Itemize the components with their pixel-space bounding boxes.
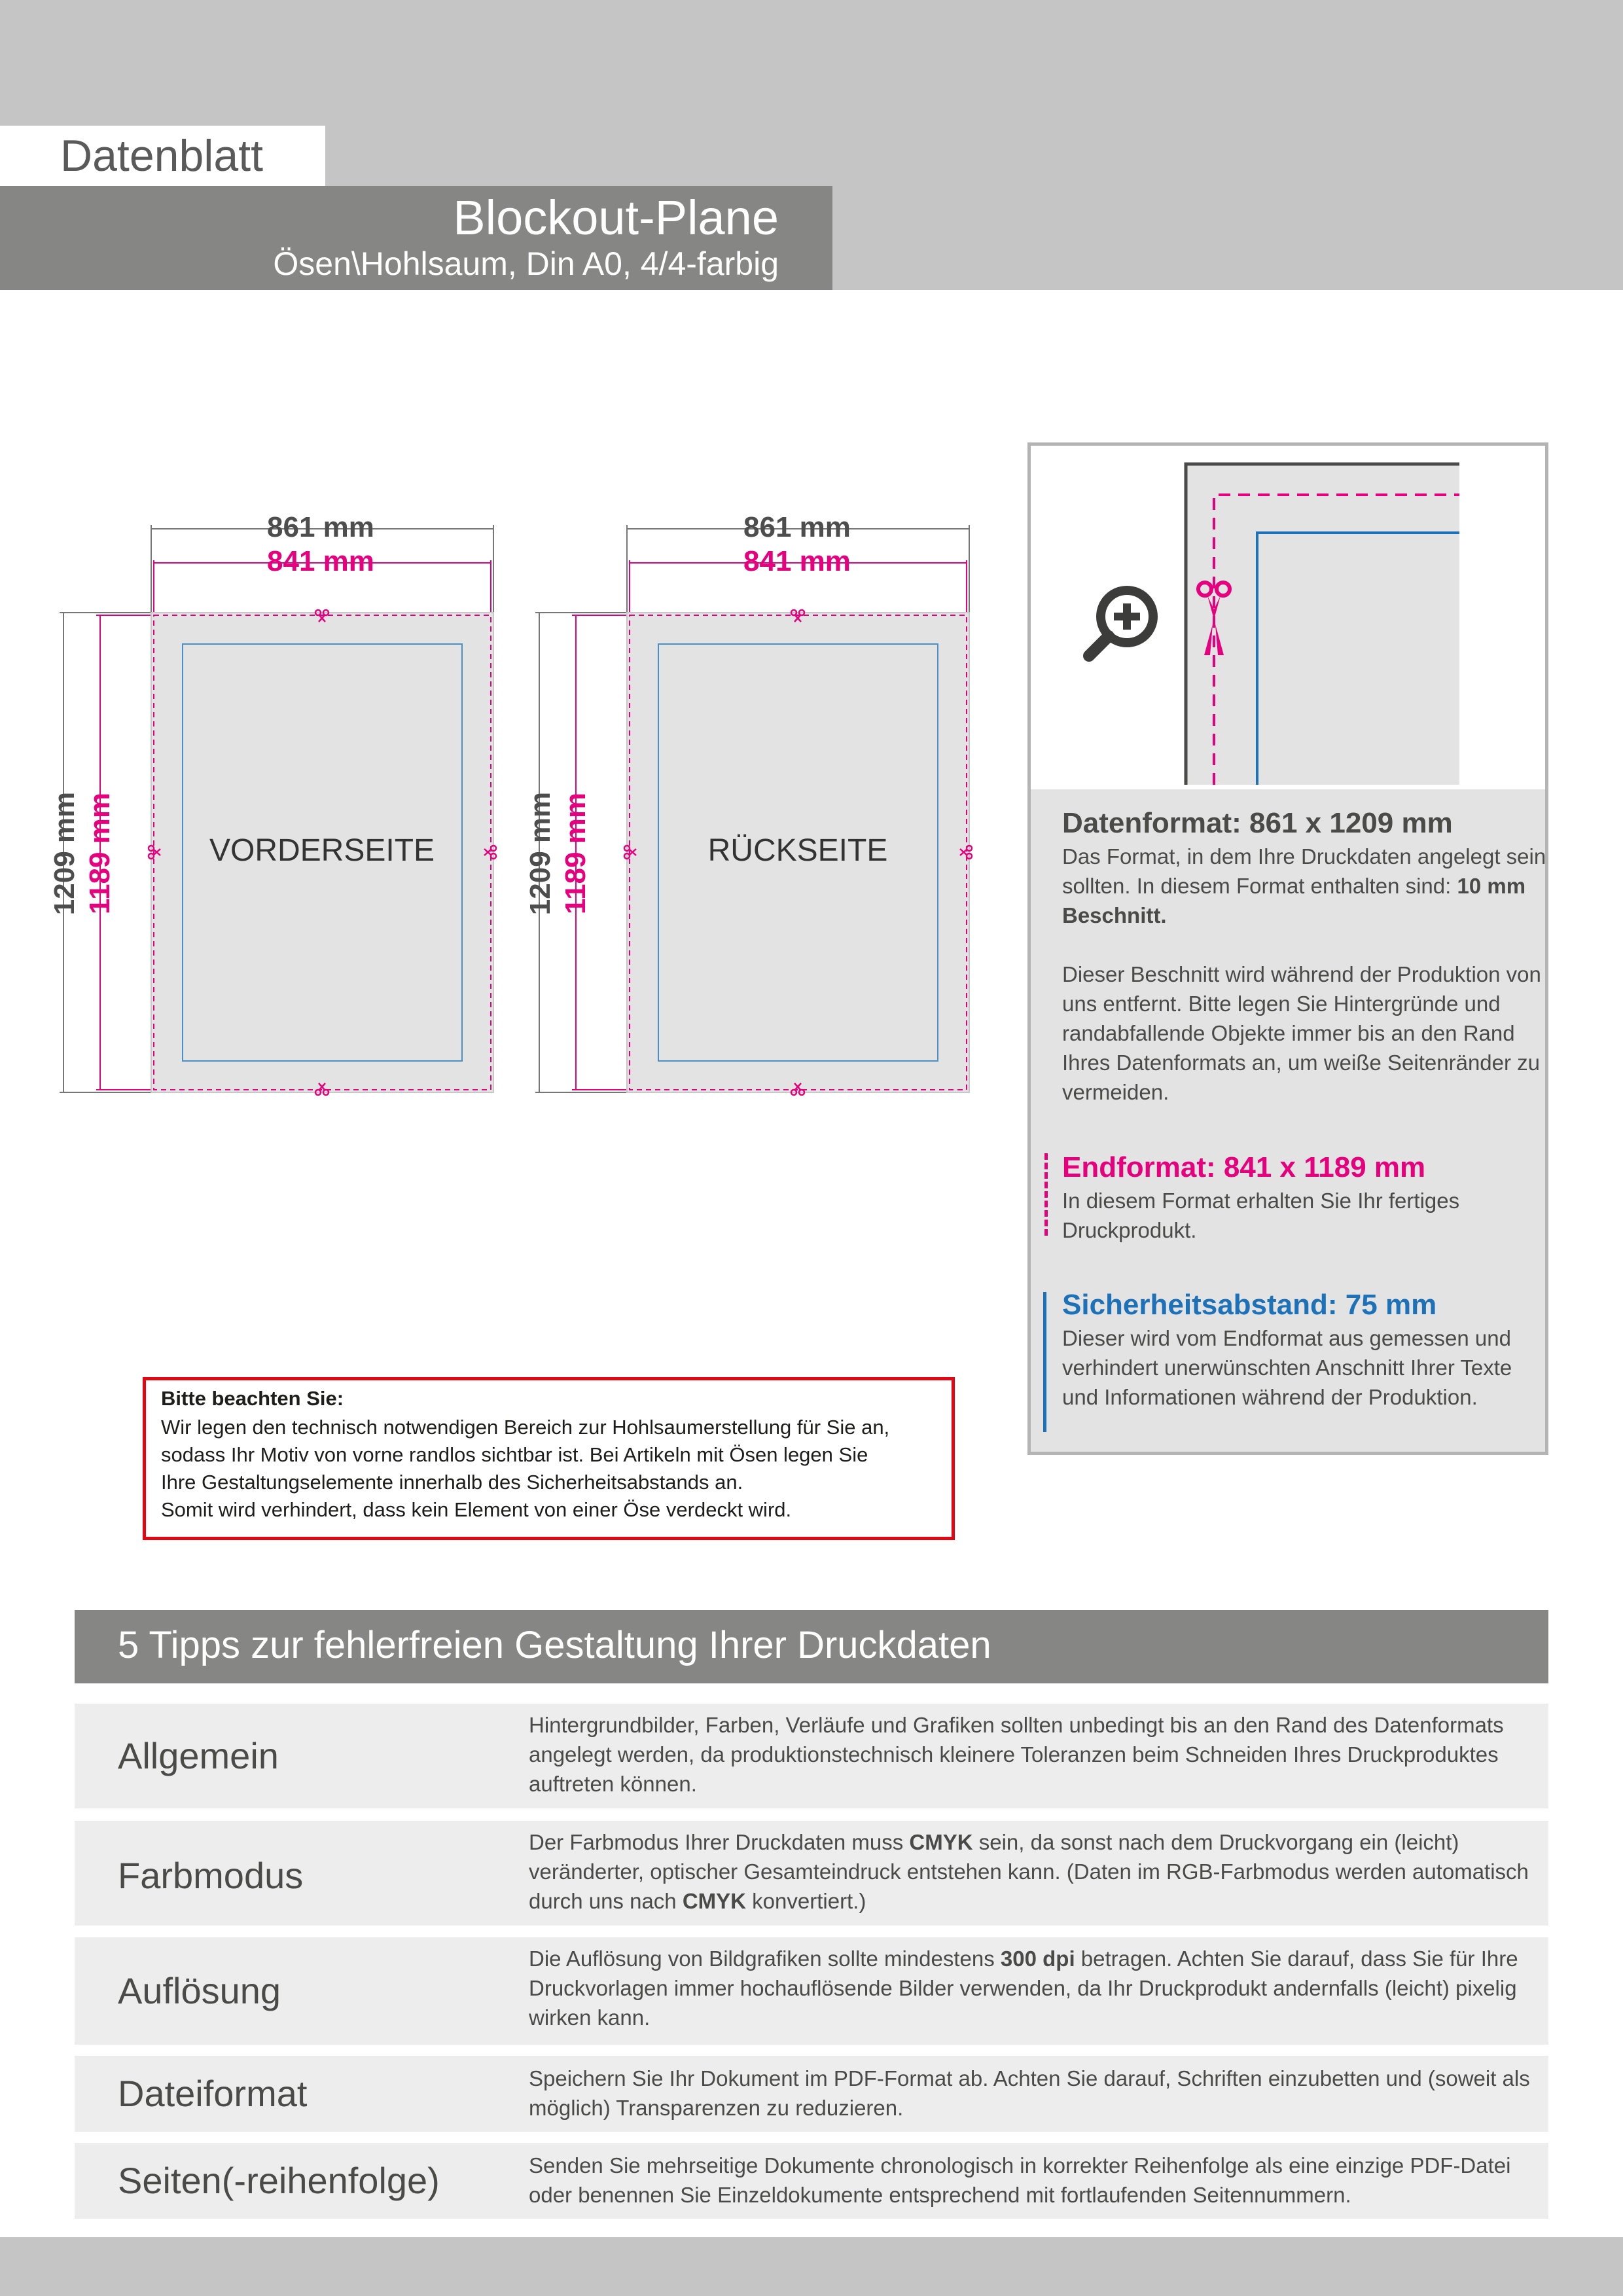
sicherheit-title: Sicherheitsabstand: 75 mm	[1062, 1289, 1437, 1321]
back-final-width: 841 mm	[743, 545, 851, 577]
note-line: Wir legen den technisch notwendigen Bereich zur Hohlsaumerstellung für Sie an,	[161, 1416, 890, 1439]
tip-row-farbmodus	[75, 1821, 1548, 1926]
tip-row-seiten	[75, 2143, 1548, 2219]
note-line: Somit wird verhindert, dass kein Element von einer Öse verdeckt wird.	[161, 1498, 792, 1521]
back-final-height: 1189 mm	[560, 793, 592, 914]
zoom-in-icon	[1080, 577, 1166, 664]
tip-text: Hintergrundbilder, Farben, Verläufe und Grafiken sollten unbedingt bis an den Rand des Datenformats angelegt werden, da produktionstechnisch kleinere Toleranzen beim Schneiden Ihres Druckproduktes auftreten können.	[529, 1713, 1504, 1796]
sicherheit-marker	[1043, 1292, 1046, 1432]
tip-text: Senden Sie mehrseitige Dokumente chronologisch in korrekter Reihenfolge als eine einzige PDF-Datei oder benennen Sie Einzeldokumente entsprechend mit fortlaufenden Seitennummern.	[529, 2153, 1511, 2207]
tip-row-aufloesung	[75, 1937, 1548, 2045]
endformat-text: In diesem Format erhalten Sie Ihr fertiges Druckprodukt.	[1062, 1189, 1460, 1242]
front-data-width: 861 mm	[267, 511, 374, 543]
tip-row-allgemein	[75, 1704, 1548, 1808]
endformat-marker	[1044, 1153, 1048, 1236]
note-line: Ihre Gestaltungselemente innerhalb des Sicherheitsabstands an.	[161, 1471, 743, 1494]
datenformat-title: Datenformat: 861 x 1209 mm	[1062, 807, 1453, 839]
footer-band	[0, 2237, 1623, 2296]
back-side-label: RÜCKSEITE	[707, 833, 888, 868]
back-data-width: 861 mm	[743, 511, 851, 543]
tip-label: Farbmodus	[118, 1855, 304, 1896]
front-data-height: 1209 mm	[48, 791, 80, 916]
note-title: Bitte beachten Sie:	[161, 1387, 344, 1410]
tip-text: Die Auflösung von Bildgrafiken sollte mindestens 300 dpi betragen. Achten Sie darauf, dass Sie für Ihre Druckvorlagen immer hochauflösende Bilder verwenden, da Ihr Druckprodukt andernfalls (leicht) pixelig wirken kann.	[529, 1946, 1518, 2030]
sicherheit-text: Dieser wird vom Endformat aus gemessen und verhindert unerwünschten Anschnitt Ihrer Texte und Informationen während der Produktion.	[1062, 1326, 1512, 1409]
tip-row-dateiformat	[75, 2056, 1548, 2132]
tip-label: Auflösung	[118, 1970, 281, 2011]
datenformat-text: Das Format, in dem Ihre Druckdaten angelegt sein sollten. In diesem Format enthalten sind: 10 mm Beschnitt.	[1062, 844, 1546, 927]
back-data-height: 1209 mm	[524, 791, 556, 916]
tip-label: Seiten(-reihenfolge)	[118, 2160, 440, 2201]
tip-text: Der Farbmodus Ihrer Druckdaten muss CMYK sein, da sonst nach dem Druckvorgang ein (leicht) veränderter, optischer Gesamteindruck entstehen kann. (Daten im RGB-Farbmodus werden automatisch durch uns nach CMYK konvertiert.)	[529, 1830, 1529, 1913]
tips-title: 5 Tipps zur fehlerfreien Gestaltung Ihrer Druckdaten	[118, 1624, 991, 1666]
document-label: Datenblatt	[60, 131, 263, 181]
page-title: Blockout-Plane	[453, 190, 779, 245]
note-text	[161, 1414, 946, 1524]
tip-text: Speichern Sie Ihr Dokument im PDF-Format ab. Achten Sie darauf, Schriften einzubetten und (soweit als möglich) Transparenzen zu reduzieren.	[529, 2066, 1530, 2120]
page-subtitle: Ösen\Hohlsaum, Din A0, 4/4-farbig	[273, 245, 779, 282]
note-line: sodass Ihr Motiv von vorne randlos sichtbar ist. Bei Artikeln mit Ösen legen Sie	[161, 1443, 868, 1466]
beschnitt-text: Dieser Beschnitt wird während der Produktion von uns entfernt. Bitte legen Sie Hintergründe und randabfallende Objekte immer bis an den Rand Ihres Datenformats an, um weiße Seitenränder zu vermeiden.	[1062, 962, 1541, 1104]
tip-label: Allgemein	[118, 1735, 279, 1776]
tip-label: Dateiformat	[118, 2073, 308, 2114]
front-side-label: VORDERSEITE	[209, 833, 435, 868]
endformat-title: Endformat: 841 x 1189 mm	[1062, 1151, 1426, 1183]
front-final-height: 1189 mm	[84, 793, 116, 914]
front-final-width: 841 mm	[267, 545, 374, 577]
